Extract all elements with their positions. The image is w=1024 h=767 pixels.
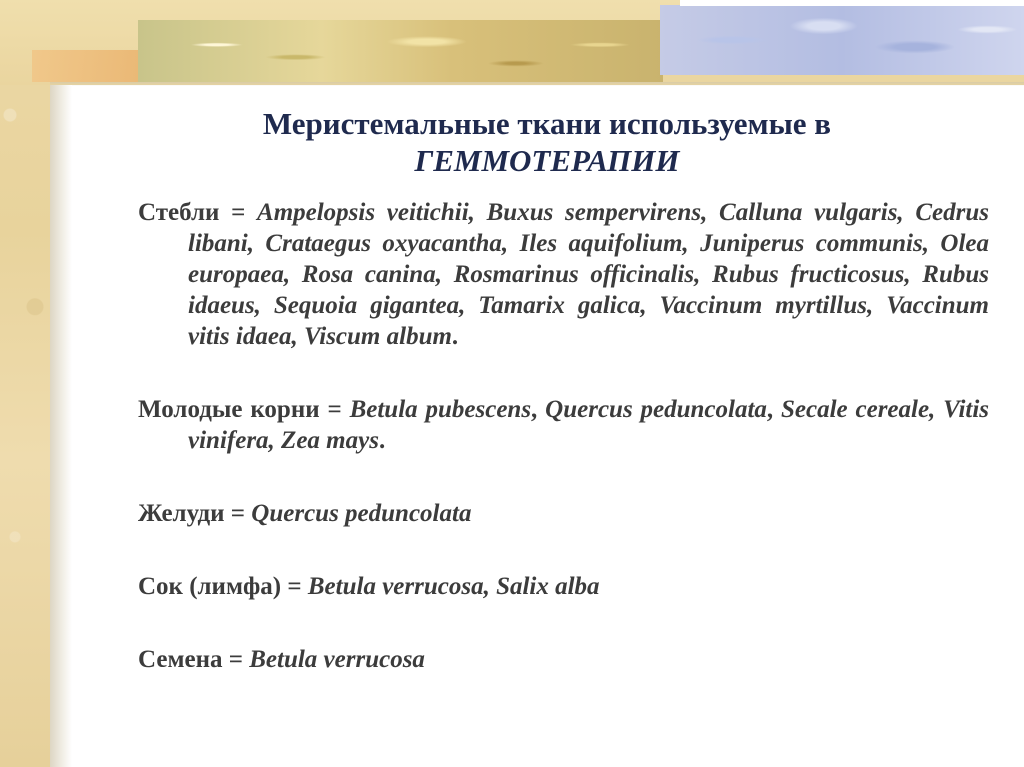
banner-floral-image [138, 20, 663, 82]
entry-sap [138, 571, 989, 602]
parchment-side-strip [0, 0, 50, 767]
entry-stems [138, 197, 989, 352]
title-line-2: ГЕММОТЕРАПИИ [414, 143, 680, 178]
entry-seeds [138, 644, 989, 675]
entry-label: Желуди = [138, 500, 252, 527]
banner-shadow [50, 82, 1024, 86]
entry-species: Betula pubescens [349, 396, 532, 423]
entry-label: Сок (лимфа) = [138, 573, 308, 600]
decorative-banner [0, 0, 1024, 85]
entry-species: Secale cereale, Vitis vinifera, Zea mays [188, 396, 990, 454]
parchment-shadow-edge [50, 85, 72, 767]
entry-label: Молодые корни = [138, 396, 350, 423]
entry-label: Семена = [138, 646, 250, 673]
entry-separator: , [766, 396, 782, 423]
banner-white-edge [680, 0, 1024, 6]
entry-species: Betula verrucosa [249, 646, 425, 673]
entry-young-roots [138, 394, 989, 456]
banner-orange-block [32, 50, 142, 82]
entry-species: Quercus peduncolata [251, 500, 472, 527]
title-line-1: Меристемальные ткани используемые в [262, 106, 832, 141]
slide-body [138, 197, 989, 675]
entry-end: . [451, 323, 459, 350]
entry-separator: , [531, 396, 546, 423]
entry-end: . [378, 427, 386, 454]
entry-label: Стебли = [138, 199, 258, 226]
entry-species: Quercus peduncolata [545, 396, 767, 423]
entry-acorns [138, 498, 989, 529]
entry-species: Ampelopsis veitichii, Buxus sempervirens, Calluna vulgaris, Cedrus libani, Crataegus oxyacantha, Iles aquifolium, Juniperus communis, Olea europaea, Rosa canina, Rosmarinus officinalis, Rubus fructicosus, Rubus idaeus, Sequoia gigantea, Tamarix galica, Vaccinum myrtillus, Vaccinum vitis idaea, Viscum album [188, 199, 989, 350]
slide-title [72, 105, 1022, 179]
banner-blue-flowers-image [660, 5, 1024, 75]
entry-species: Betula verrucosa, Salix alba [307, 573, 600, 600]
